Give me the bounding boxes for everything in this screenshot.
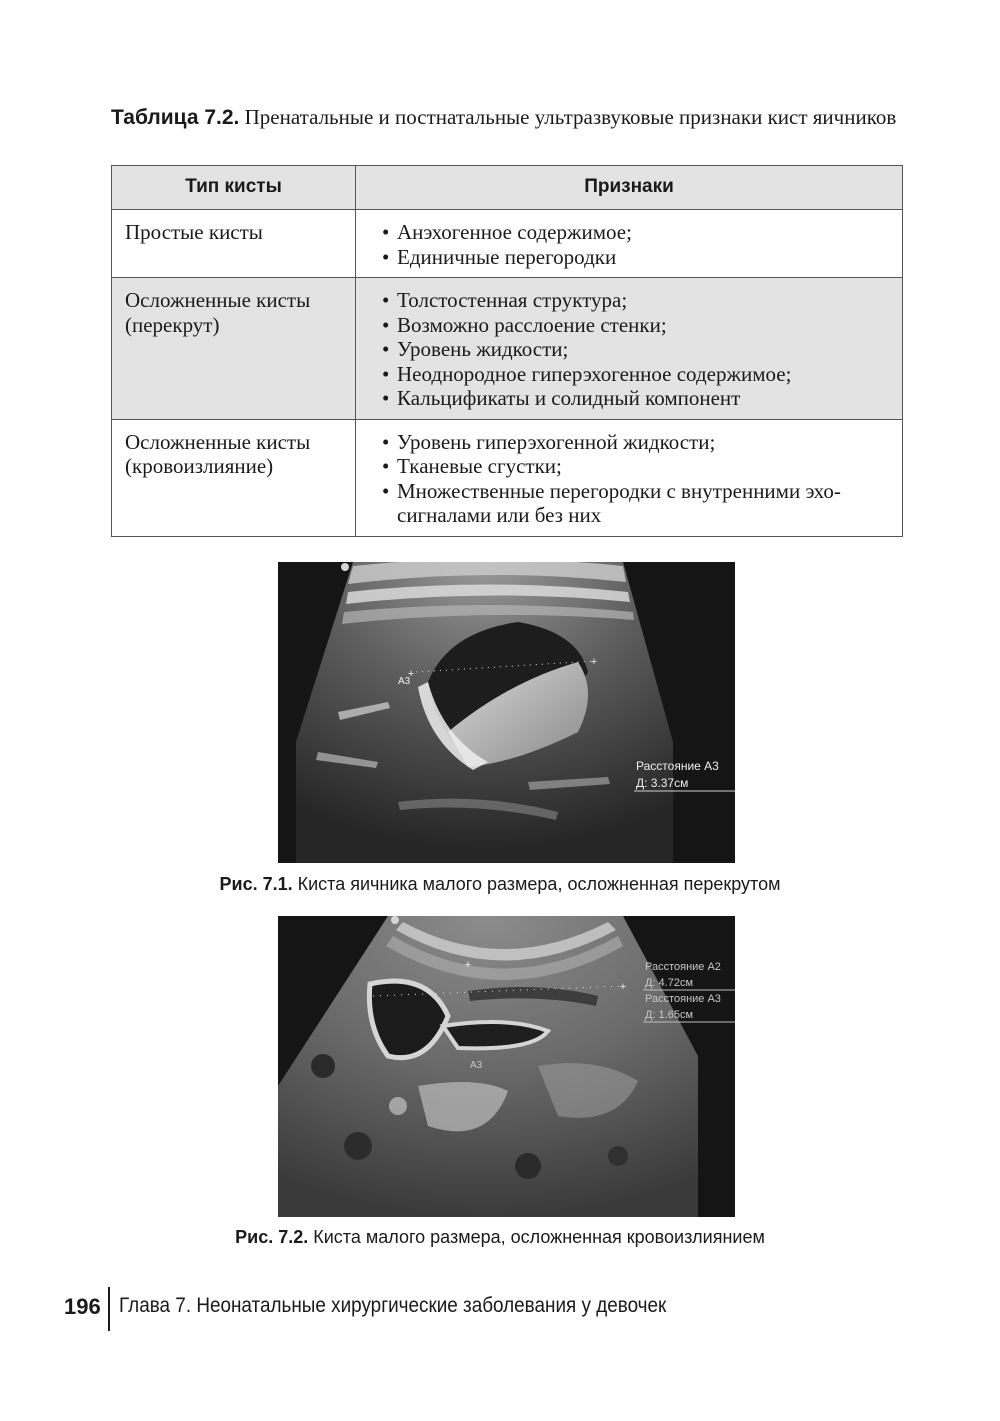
marker-label: А3 — [470, 1060, 483, 1071]
svg-text:+: + — [464, 959, 472, 971]
cyst-type-text: Простые кисты — [125, 220, 263, 244]
signs-list — [382, 288, 882, 411]
ultrasound-image-2 — [278, 916, 735, 1217]
table-row — [112, 419, 903, 536]
svg-text:+: + — [590, 656, 598, 668]
sign-item: • Уровень жидкости; — [382, 337, 569, 361]
running-footer-chapter: Глава 7. Неонатальные хирургические заболевания у девочек — [119, 1294, 667, 1317]
figure-caption-text: Киста малого размера, осложненная кровоизлиянием — [313, 1227, 765, 1247]
cyst-type-text: Осложненные кисты — [125, 429, 311, 454]
signs-cell — [356, 210, 903, 278]
figure-label: Рис. 7.2. — [235, 1227, 309, 1247]
table-header-row — [112, 166, 903, 210]
sign-item: • Кальцификаты и солидный компонент — [382, 386, 741, 410]
cyst-type-text: Осложненные кисты — [125, 288, 311, 312]
column-header-signs: Признаки — [356, 166, 903, 210]
cyst-signs-table — [111, 165, 903, 537]
sign-item: • Толстостенная структура; — [382, 288, 628, 312]
table-caption — [111, 104, 911, 131]
table-title: Пренатальные и постнатальные ультразвуковые признаки кист яичников — [244, 105, 897, 129]
figure-caption-text: Киста яичника малого размера, осложненная перекрутом — [297, 874, 781, 894]
cyst-type-cell — [112, 210, 356, 278]
marker-label: А3 — [398, 676, 411, 687]
table-row — [112, 278, 903, 420]
sign-item: • Возможно расслоение стенки; — [382, 312, 667, 337]
figure-caption-2 — [0, 1227, 1000, 1248]
cyst-type-subtext: (кровоизлияние) — [125, 454, 274, 478]
cyst-type-cell — [112, 278, 356, 420]
measurement-a2-value: Д: 4.72см — [645, 977, 694, 989]
ultrasound-image-1 — [278, 562, 735, 863]
table-label: Таблица 7.2. — [111, 106, 240, 129]
cyst-type-cell — [112, 419, 356, 536]
figure-label: Рис. 7.1. — [219, 874, 293, 894]
table-row — [112, 210, 903, 278]
sign-item: • Неоднородное гиперэхогенное содержимое; — [382, 361, 792, 386]
signs-cell — [356, 419, 903, 536]
figure-caption-1 — [0, 874, 1000, 895]
sign-item: • Анэхогенное содержимое; — [382, 220, 632, 244]
measurement-value: Д: 3.37см — [636, 776, 689, 790]
column-header-type: Тип кисты — [112, 166, 356, 210]
sign-item: • Уровень гиперэхогенной жидкости; — [382, 429, 716, 454]
measurement-a3-title: Расстояние А3 — [645, 993, 721, 1005]
signs-cell — [356, 278, 903, 420]
signs-list — [382, 430, 882, 528]
footer-divider — [108, 1287, 110, 1331]
sign-item: • Тканевые сгустки; — [382, 454, 562, 478]
measurement-a3-value: Д: 1.65см — [645, 1009, 694, 1021]
sign-item: • Множественные перегородки с внутренними эхо-сигналами или без них — [382, 478, 841, 527]
cyst-type-subtext: (перекрут) — [125, 312, 220, 337]
page-number: 196 — [64, 1294, 101, 1319]
svg-text:+: + — [407, 668, 415, 680]
signs-list — [382, 220, 882, 269]
measurement-a2-title: Расстояние А2 — [645, 961, 721, 973]
measurement-title: Расстояние А3 — [636, 759, 719, 773]
svg-text:+: + — [619, 981, 627, 993]
sign-item: • Единичные перегородки — [382, 244, 617, 269]
